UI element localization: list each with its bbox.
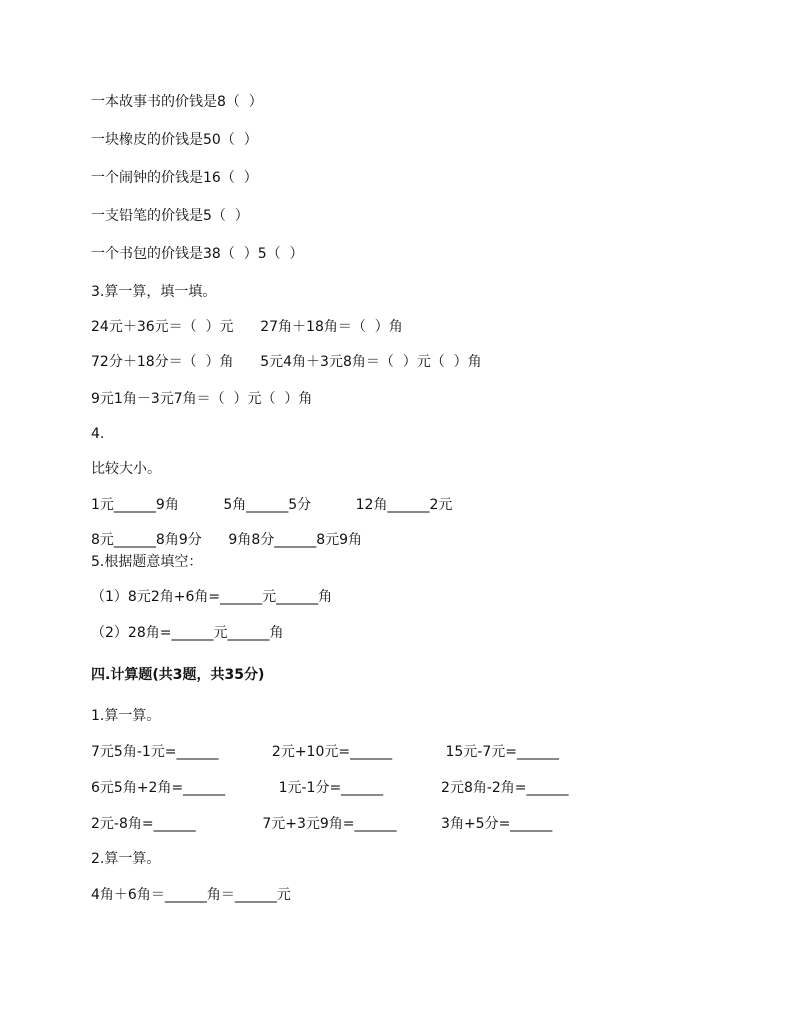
question-3-line-1: 24元＋36元＝（ ）元 27角＋18角＝（ ）角 — [91, 319, 403, 335]
schoolbag-price-question: 一个书包的价钱是38（ ）5（ ） — [91, 246, 304, 262]
alarm-clock-price-question: 一个闹钟的价钱是16（ ） — [91, 170, 258, 186]
calculation-1-title: 1.算一算。 — [91, 708, 161, 724]
comparison-row-1: 1元______9角 5角______5分 12角______2元 — [91, 497, 453, 513]
question-3-line-3: 9元1角－3元7角＝（ ）元（ ）角 — [91, 391, 313, 407]
storybook-price-question: 一本故事书的价钱是8（ ） — [91, 94, 263, 110]
question-3-title: 3.算一算，填一填。 — [91, 284, 217, 300]
calculation-2-title: 2.算一算。 — [91, 851, 161, 867]
question-3-line-2: 72分＋18分＝（ ）角 5元4角＋3元8角＝（ ）元（ ）角 — [91, 354, 482, 370]
comparison-row-2: 8元______8角9分 9角8分______8元9角 — [91, 532, 363, 548]
question-4-instruction: 比较大小。 — [91, 461, 161, 477]
question-5-part-2: （2）28角=______元______角 — [91, 625, 284, 641]
question-4-number: 4. — [91, 426, 105, 442]
section-4-heading: 四.计算题(共3题，共35分) — [91, 667, 265, 683]
question-5-title: 5.根据题意填空： — [91, 554, 203, 570]
calculation-row-1: 7元5角-1元=______ 2元+10元=______ 15元-7元=______ — [91, 744, 559, 760]
pencil-price-question: 一支铅笔的价钱是5（ ） — [91, 208, 249, 224]
calculation-row-3: 2元-8角=______ 7元+3元9角=______ 3角+5分=______ — [91, 816, 553, 832]
eraser-price-question: 一块橡皮的价钱是50（ ） — [91, 132, 258, 148]
calculation-row-2: 6元5角+2角=______ 1元-1分=______ 2元8角-2角=______ — [91, 780, 569, 796]
question-5-part-1: （1）8元2角+6角=______元______角 — [91, 589, 333, 605]
calculation-2-line: 4角＋6角＝______角＝______元 — [91, 887, 291, 903]
